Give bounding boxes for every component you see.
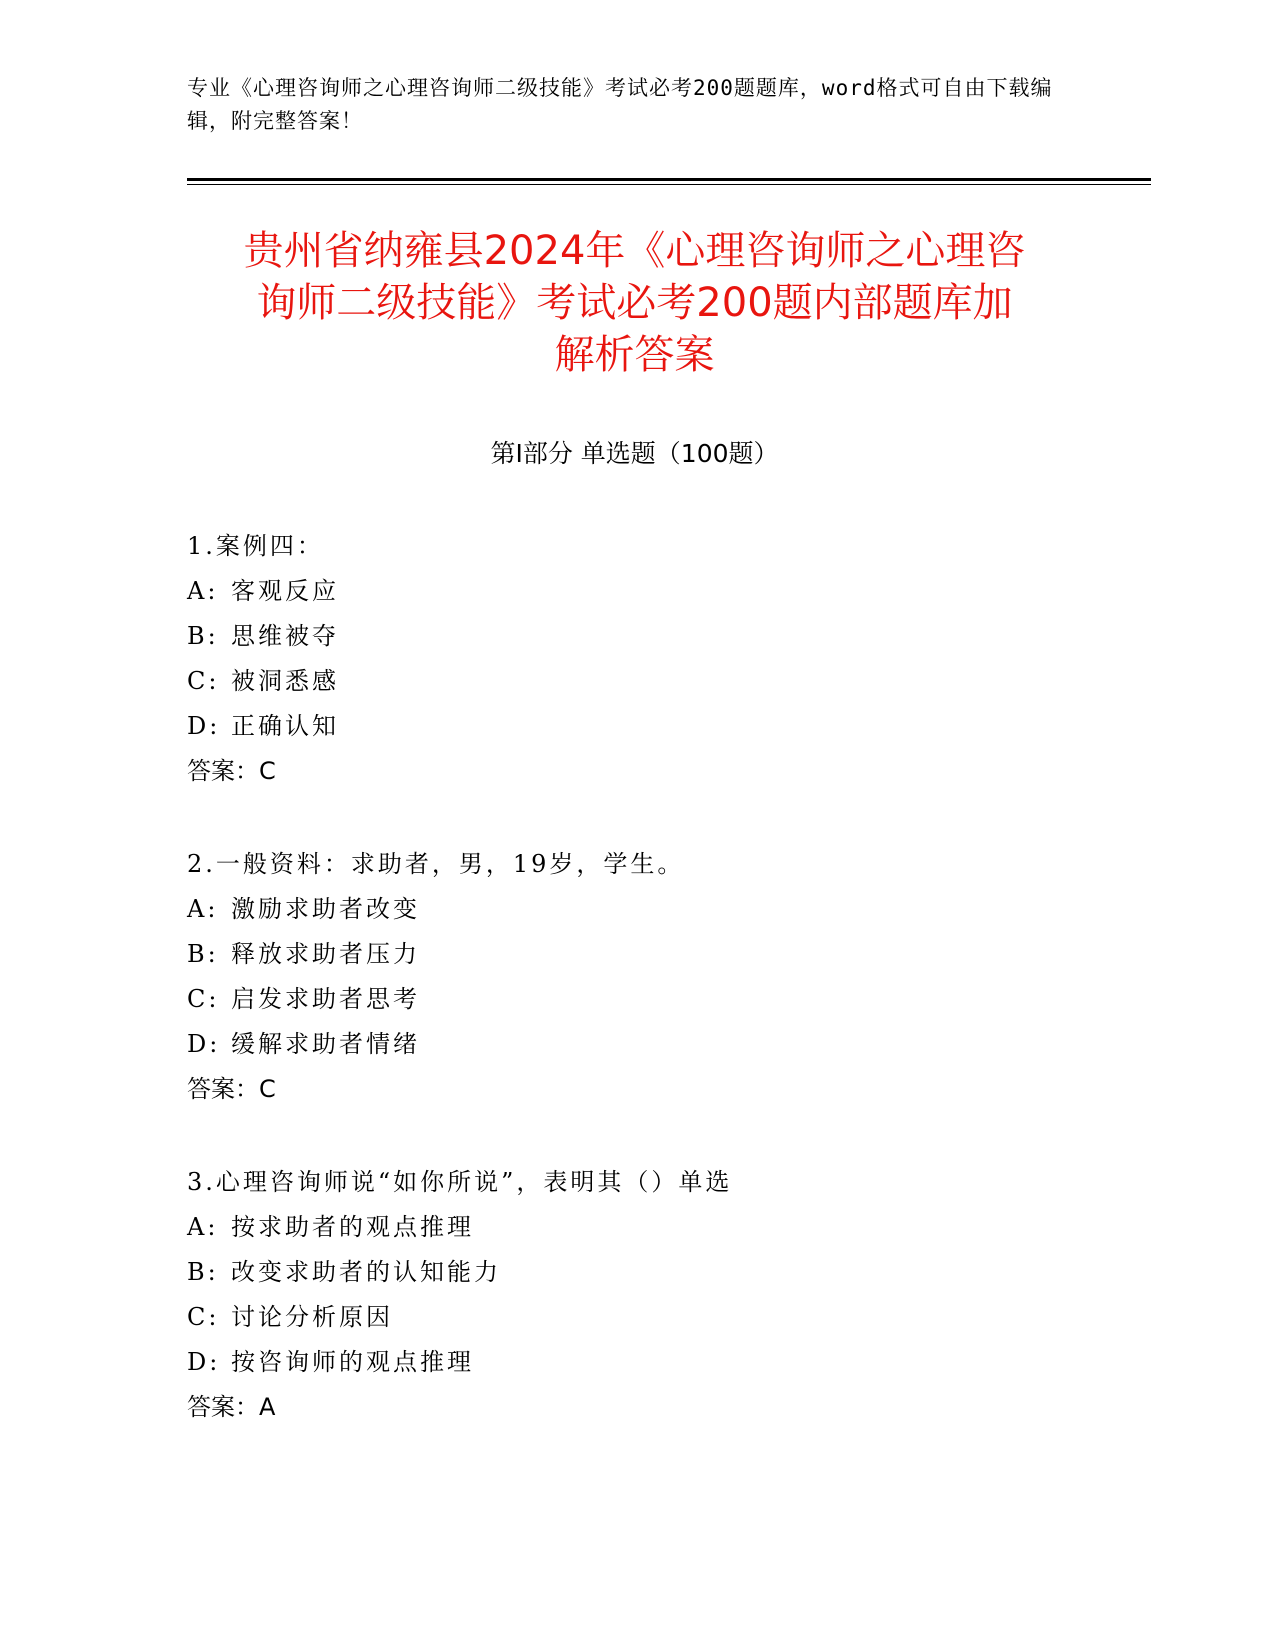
option-text: 思维被夺 <box>231 622 339 650</box>
document-title-line-2: 询师二级技能》考试必考200题内部题库加 <box>256 280 1013 326</box>
option-d <box>187 704 1087 749</box>
option-text: 讨论分析原因 <box>231 1303 393 1331</box>
option-label: C: <box>187 667 220 695</box>
question-stem: 3.心理咨询师说“如你所说”，表明其（）单选 <box>187 1168 733 1196</box>
question-3 <box>187 1160 1087 1430</box>
option-d <box>187 1340 1087 1385</box>
option-label: B: <box>187 622 219 650</box>
option-label: C: <box>187 1303 220 1331</box>
option-text: 缓解求助者情绪 <box>231 1030 420 1058</box>
option-text: 激励求助者改变 <box>231 895 420 923</box>
header-note: 专业《心理咨询师之心理咨询师二级技能》考试必考200题题库，word格式可自由下载编辑，附完整答案！ <box>187 76 1053 133</box>
option-label: D: <box>187 712 221 740</box>
section-title: 第I部分 单选题（100题） <box>490 439 779 468</box>
header-divider-thick <box>187 178 1151 181</box>
question-stem: 2.一般资料：求助者，男，19岁，学生。 <box>187 850 685 878</box>
option-text: 客观反应 <box>231 577 339 605</box>
option-b <box>187 1250 1087 1295</box>
option-text: 正确认知 <box>231 712 339 740</box>
option-a <box>187 887 1087 932</box>
option-label: B: <box>187 1258 219 1286</box>
document-title-line-3: 解析答案 <box>554 332 715 378</box>
option-a <box>187 1205 1087 1250</box>
option-c <box>187 977 1087 1022</box>
header-divider-thin <box>187 184 1151 185</box>
document-title <box>187 225 1082 381</box>
option-text: 被洞悉感 <box>231 667 339 695</box>
option-b <box>187 932 1087 977</box>
option-b <box>187 614 1087 659</box>
option-d <box>187 1022 1087 1067</box>
option-a <box>187 569 1087 614</box>
option-text: 改变求助者的认知能力 <box>231 1258 501 1286</box>
option-label: A: <box>187 577 219 605</box>
answer: 答案：A <box>187 1393 276 1421</box>
option-c <box>187 659 1087 704</box>
option-label: B: <box>187 940 219 968</box>
option-label: D: <box>187 1030 221 1058</box>
answer: 答案：C <box>187 1075 276 1103</box>
option-text: 按咨询师的观点推理 <box>231 1348 474 1376</box>
document-title-line-1: 贵州省纳雍县2024年《心理咨询师之心理咨 <box>243 228 1026 274</box>
question-1 <box>187 524 1087 794</box>
option-label: D: <box>187 1348 221 1376</box>
option-c <box>187 1295 1087 1340</box>
option-label: C: <box>187 985 220 1013</box>
question-stem: 1.案例四： <box>187 532 324 560</box>
option-text: 启发求助者思考 <box>231 985 420 1013</box>
option-text: 释放求助者压力 <box>231 940 420 968</box>
option-label: A: <box>187 1213 219 1241</box>
option-text: 按求助者的观点推理 <box>231 1213 474 1241</box>
question-2 <box>187 842 1087 1112</box>
option-label: A: <box>187 895 219 923</box>
answer: 答案：C <box>187 757 276 785</box>
